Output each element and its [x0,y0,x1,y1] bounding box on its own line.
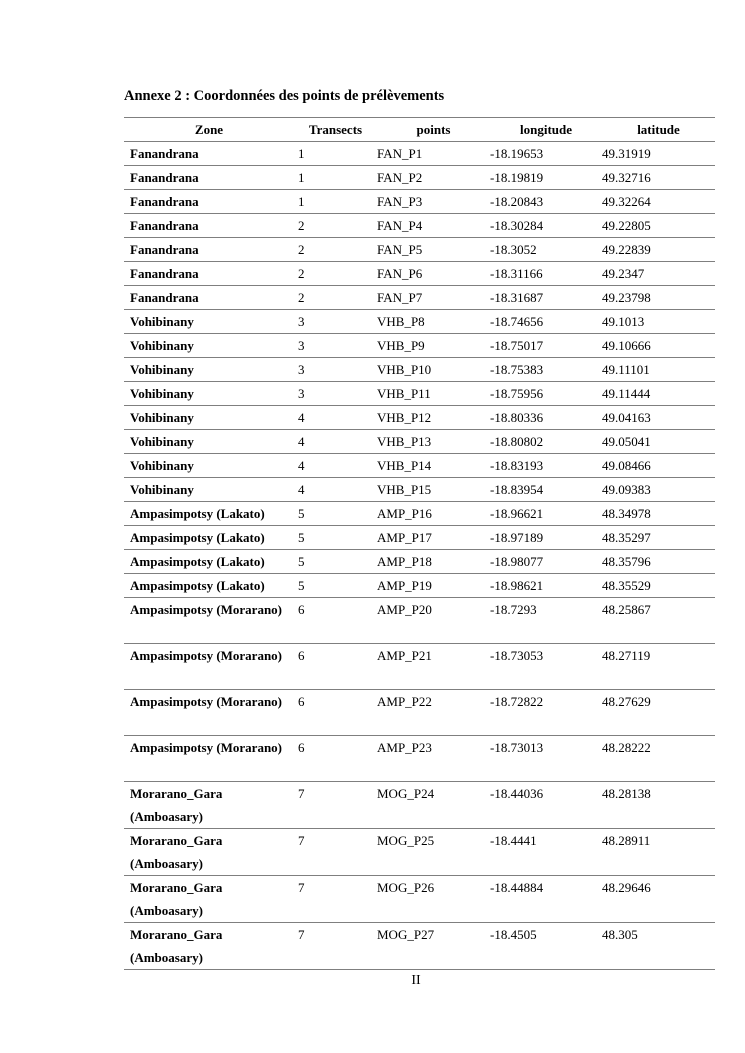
latitude-cell: 49.2347 [602,262,715,286]
zone-cell: Vohibinany [124,430,294,454]
point-cell: VHB_P14 [377,454,490,478]
header-latitude: latitude [602,118,715,142]
longitude-cell: -18.75017 [490,334,602,358]
transect-cell: 7 [294,829,377,876]
latitude-cell: 48.29646 [602,876,715,923]
transect-cell: 4 [294,478,377,502]
point-cell: VHB_P9 [377,334,490,358]
latitude-cell: 48.35297 [602,526,715,550]
latitude-cell: 48.28911 [602,829,715,876]
longitude-cell: -18.19819 [490,166,602,190]
transect-cell: 2 [294,286,377,310]
longitude-cell: -18.31166 [490,262,602,286]
transect-cell: 7 [294,782,377,829]
point-cell: MOG_P25 [377,829,490,876]
zone-cell: Fanandrana [124,238,294,262]
zone-cell: Ampasimpotsy (Morarano) [124,598,294,644]
zone-cell: Vohibinany [124,334,294,358]
latitude-cell: 49.32716 [602,166,715,190]
table-row [124,829,715,876]
transect-cell: 1 [294,166,377,190]
zone-cell: Ampasimpotsy (Lakato) [124,550,294,574]
latitude-cell: 49.31919 [602,142,715,166]
transect-cell: 7 [294,876,377,923]
zone-cell: Morarano_Gara (Amboasary) [124,782,294,829]
point-cell: AMP_P21 [377,644,490,690]
point-cell: AMP_P17 [377,526,490,550]
table-row [124,358,715,382]
point-cell: AMP_P18 [377,550,490,574]
point-cell: FAN_P5 [377,238,490,262]
transect-cell: 2 [294,238,377,262]
latitude-cell: 49.22805 [602,214,715,238]
longitude-cell: -18.97189 [490,526,602,550]
point-cell: MOG_P26 [377,876,490,923]
latitude-cell: 48.27119 [602,644,715,690]
longitude-cell: -18.73053 [490,644,602,690]
longitude-cell: -18.74656 [490,310,602,334]
table-row [124,430,715,454]
zone-cell: Morarano_Gara (Amboasary) [124,876,294,923]
transect-cell: 6 [294,644,377,690]
table-row [124,142,715,166]
latitude-cell: 49.23798 [602,286,715,310]
longitude-cell: -18.19653 [490,142,602,166]
zone-cell: Fanandrana [124,214,294,238]
header-longitude: longitude [490,118,602,142]
transect-cell: 4 [294,454,377,478]
point-cell: FAN_P3 [377,190,490,214]
table-row [124,166,715,190]
point-cell: VHB_P8 [377,310,490,334]
point-cell: AMP_P22 [377,690,490,736]
latitude-cell: 49.11101 [602,358,715,382]
longitude-cell: -18.98621 [490,574,602,598]
zone-cell: Fanandrana [124,286,294,310]
latitude-cell: 49.08466 [602,454,715,478]
latitude-cell: 49.32264 [602,190,715,214]
point-cell: FAN_P4 [377,214,490,238]
longitude-cell: -18.83954 [490,478,602,502]
longitude-cell: -18.83193 [490,454,602,478]
latitude-cell: 49.10666 [602,334,715,358]
table-row [124,574,715,598]
zone-cell: Ampasimpotsy (Lakato) [124,502,294,526]
page-number: II [411,973,421,988]
latitude-cell: 48.28138 [602,782,715,829]
table-row [124,238,715,262]
page-title: Annexe 2 : Coordonnées des points de prélèvements [124,88,445,104]
longitude-cell: -18.75383 [490,358,602,382]
transect-cell: 6 [294,598,377,644]
point-cell: AMP_P19 [377,574,490,598]
table-row [124,644,715,690]
zone-cell: Morarano_Gara (Amboasary) [124,829,294,876]
latitude-cell: 48.34978 [602,502,715,526]
table-header-row [124,118,715,142]
point-cell: AMP_P16 [377,502,490,526]
longitude-cell: -18.80802 [490,430,602,454]
zone-cell: Vohibinany [124,358,294,382]
header-zone: Zone [124,118,294,142]
table-row [124,690,715,736]
longitude-cell: -18.7293 [490,598,602,644]
latitude-cell: 49.09383 [602,478,715,502]
latitude-cell: 48.28222 [602,736,715,782]
table-row [124,526,715,550]
transect-cell: 2 [294,214,377,238]
table-row [124,736,715,782]
table-row [124,550,715,574]
longitude-cell: -18.96621 [490,502,602,526]
table-row [124,310,715,334]
transect-cell: 4 [294,406,377,430]
point-cell: FAN_P2 [377,166,490,190]
latitude-cell: 48.27629 [602,690,715,736]
zone-cell: Fanandrana [124,262,294,286]
zone-cell: Fanandrana [124,142,294,166]
table-row [124,782,715,829]
longitude-cell: -18.20843 [490,190,602,214]
transect-cell: 5 [294,502,377,526]
zone-cell: Ampasimpotsy (Morarano) [124,644,294,690]
longitude-cell: -18.75956 [490,382,602,406]
latitude-cell: 49.05041 [602,430,715,454]
table-row [124,286,715,310]
point-cell: FAN_P1 [377,142,490,166]
latitude-cell: 49.22839 [602,238,715,262]
transect-cell: 3 [294,310,377,334]
table-row [124,478,715,502]
header-points: points [377,118,490,142]
table-row [124,382,715,406]
table-row [124,598,715,644]
table-row [124,454,715,478]
point-cell: VHB_P15 [377,478,490,502]
transect-cell: 1 [294,190,377,214]
table-row [124,262,715,286]
point-cell: MOG_P24 [377,782,490,829]
longitude-cell: -18.80336 [490,406,602,430]
latitude-cell: 49.04163 [602,406,715,430]
longitude-cell: -18.3052 [490,238,602,262]
latitude-cell: 49.11444 [602,382,715,406]
latitude-cell: 48.35529 [602,574,715,598]
latitude-cell: 48.305 [602,923,715,970]
latitude-cell: 49.1013 [602,310,715,334]
zone-cell: Vohibinany [124,478,294,502]
longitude-cell: -18.31687 [490,286,602,310]
point-cell: AMP_P23 [377,736,490,782]
table-row [124,406,715,430]
table-row [124,876,715,923]
transect-cell: 5 [294,574,377,598]
zone-cell: Ampasimpotsy (Morarano) [124,690,294,736]
table-row [124,214,715,238]
zone-cell: Morarano_Gara (Amboasary) [124,923,294,970]
header-transects: Transects [294,118,377,142]
point-cell: FAN_P7 [377,286,490,310]
latitude-cell: 48.25867 [602,598,715,644]
zone-cell: Fanandrana [124,166,294,190]
zone-cell: Vohibinany [124,310,294,334]
zone-cell: Vohibinany [124,406,294,430]
table-row [124,502,715,526]
point-cell: VHB_P12 [377,406,490,430]
table-body [124,142,715,970]
longitude-cell: -18.44036 [490,782,602,829]
latitude-cell: 48.35796 [602,550,715,574]
zone-cell: Vohibinany [124,382,294,406]
transect-cell: 6 [294,690,377,736]
longitude-cell: -18.4441 [490,829,602,876]
longitude-cell: -18.73013 [490,736,602,782]
zone-cell: Vohibinany [124,454,294,478]
transect-cell: 4 [294,430,377,454]
transect-cell: 3 [294,334,377,358]
point-cell: VHB_P11 [377,382,490,406]
zone-cell: Fanandrana [124,190,294,214]
coordinates-table [124,117,715,970]
transect-cell: 6 [294,736,377,782]
transect-cell: 3 [294,382,377,406]
longitude-cell: -18.44884 [490,876,602,923]
transect-cell: 1 [294,142,377,166]
transect-cell: 2 [294,262,377,286]
point-cell: MOG_P27 [377,923,490,970]
zone-cell: Ampasimpotsy (Morarano) [124,736,294,782]
longitude-cell: -18.72822 [490,690,602,736]
point-cell: VHB_P10 [377,358,490,382]
table-row [124,334,715,358]
transect-cell: 5 [294,550,377,574]
longitude-cell: -18.98077 [490,550,602,574]
transect-cell: 7 [294,923,377,970]
transect-cell: 5 [294,526,377,550]
point-cell: VHB_P13 [377,430,490,454]
longitude-cell: -18.30284 [490,214,602,238]
zone-cell: Ampasimpotsy (Lakato) [124,526,294,550]
longitude-cell: -18.4505 [490,923,602,970]
zone-cell: Ampasimpotsy (Lakato) [124,574,294,598]
point-cell: FAN_P6 [377,262,490,286]
table-row [124,923,715,970]
table-row [124,190,715,214]
transect-cell: 3 [294,358,377,382]
point-cell: AMP_P20 [377,598,490,644]
